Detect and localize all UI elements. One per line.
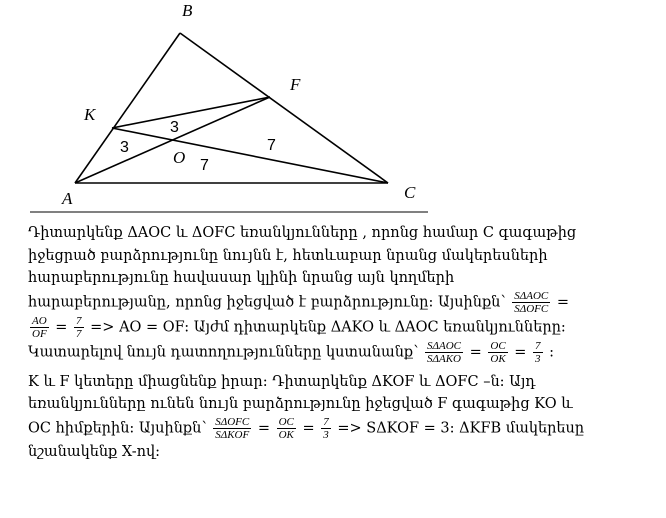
text-line-6	[28, 340, 648, 365]
label-o: O	[173, 148, 186, 167]
frac-den: 3	[535, 352, 541, 365]
frac-num: SΔAOC	[514, 289, 549, 302]
equals: =	[257, 420, 270, 437]
fraction-aoc-ako	[425, 340, 463, 365]
text-line-4-body: հարաբերությանը, որոնց իջեցված է բարձրությունը: Այսինքն՝	[28, 294, 506, 311]
fraction-7-3-b	[321, 416, 331, 441]
label-k: K	[84, 105, 96, 124]
frac-num: 7	[76, 314, 82, 327]
geometry-figure	[0, 0, 666, 218]
label-c: C	[404, 183, 416, 202]
equals: =	[514, 344, 527, 361]
frac-den: OK	[490, 352, 506, 365]
label-b: B	[182, 1, 193, 20]
frac-num: 7	[535, 339, 541, 352]
equals: =	[556, 294, 570, 311]
segment-kf	[112, 97, 270, 128]
equals: =	[302, 420, 315, 437]
text-line-5-body: => AO = OF: Այժմ դիտարկենք ΔAKO և ΔAOC եռանկյունները:	[90, 319, 566, 336]
text-line-9-body: OC հիմքերին: Այսինքն՝	[28, 420, 207, 437]
frac-num: AO	[32, 314, 47, 327]
frac-den: OK	[278, 428, 294, 441]
frac-den: 3	[323, 428, 329, 441]
frac-den: SΔKOF	[215, 428, 250, 441]
text-line-1: Դիտարկենք ΔAOC և ΔOFC եռանկյունները , որոնց համար C գագաթից	[28, 225, 577, 241]
text-line-7: K և F կետերը միացնենք իրար: Դիտարկենք ΔKOF և ΔOFC –ն: Այդ	[28, 373, 536, 390]
fraction-7-7	[74, 315, 84, 340]
frac-den: SΔOFC	[514, 302, 549, 315]
equals: =	[469, 344, 482, 361]
frac-num: 7	[323, 415, 329, 428]
frac-num: SΔOFC	[215, 415, 250, 428]
area-label-ofc: 7	[267, 137, 276, 154]
fraction-aoc-ofc	[512, 290, 550, 315]
fraction-oc-ok-2	[277, 416, 296, 441]
area-label-aoc: 7	[200, 157, 209, 174]
label-f: F	[290, 75, 301, 94]
text-line-6-body: Կատարելով նույն դատողությունները կստանանք՝	[28, 344, 419, 361]
fraction-ofc-kof	[213, 416, 251, 441]
frac-num: OC	[278, 415, 294, 428]
frac-num: SΔAOC	[427, 339, 461, 352]
frac-den: OF	[32, 327, 47, 340]
solution-text	[28, 222, 648, 464]
fraction-oc-ok	[488, 340, 507, 365]
equals: =	[55, 319, 68, 336]
label-a: A	[62, 189, 73, 208]
cevian-ck	[112, 128, 388, 183]
frac-den: 7	[76, 327, 82, 340]
text-line-2: իջեցրած բարձրությունը նույնն է, հետևաբար նրանց մակերեսների	[28, 247, 548, 264]
text-line-9	[28, 416, 648, 441]
text-line-5	[28, 315, 648, 340]
fraction-7-3	[533, 340, 543, 365]
text-line-10: նշանակենք X-ով:	[28, 443, 161, 460]
fraction-ao-of	[30, 315, 49, 340]
text-line-3: հարաբերությունը հավասար կլինի նրանց այն կողմերի	[28, 270, 455, 287]
colon: :	[549, 344, 555, 361]
text-line-8: եռանկյունները ունեն նույն բարձրությունը իջեցված F գագաթից KO և	[28, 396, 573, 413]
text-line-9-rest: => SΔKOF = 3: ΔKFB մակերեսը	[337, 420, 585, 437]
area-label-kof: 3	[170, 119, 179, 136]
text-line-4	[28, 290, 648, 315]
frac-num: OC	[490, 339, 506, 352]
frac-den: SΔAKO	[427, 352, 461, 365]
area-label-ako: 3	[120, 139, 129, 156]
